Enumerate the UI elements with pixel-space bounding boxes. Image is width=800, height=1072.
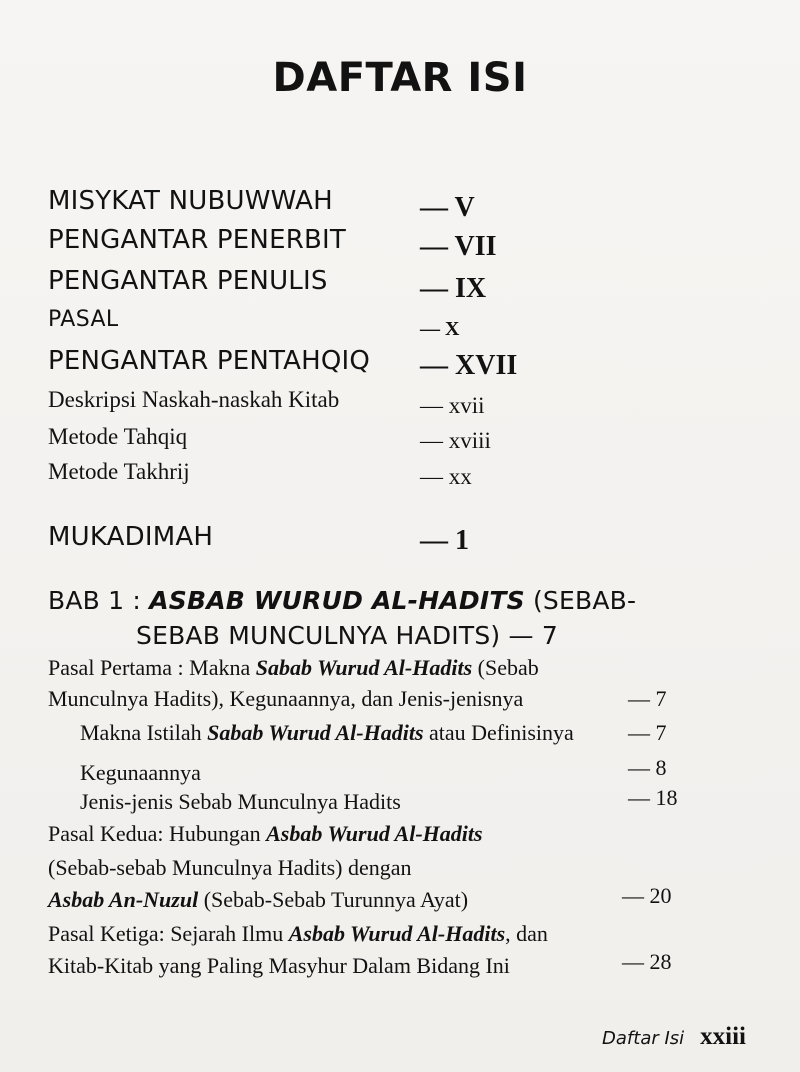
section-pasal-ketiga-italic: Asbab Wurud Al-Hadits bbox=[288, 921, 506, 946]
section-pasal-kedua-line-3-suffix: (Sebab-Sebab Turunnya Ayat) bbox=[198, 887, 469, 912]
section-pasal-kedua-italic: Asbab Wurud Al-Hadits bbox=[266, 821, 483, 846]
toc-entry-metode-takhrij: Metode Takhrij bbox=[48, 459, 190, 484]
page-footer bbox=[602, 1024, 746, 1049]
toc-page-metode-takhrij: — xx bbox=[420, 464, 472, 489]
toc-page-deskripsi-naskah: — xvii bbox=[420, 393, 485, 418]
toc-entry-deskripsi-naskah: Deskripsi Naskah-naskah Kitab bbox=[48, 387, 340, 412]
subsection-makna-istilah-page: — 7 bbox=[628, 720, 667, 745]
chapter-heading-line-2: SEBAB MUNCULNYA HADITS) — 7 bbox=[136, 621, 558, 650]
subsection-makna-istilah bbox=[80, 722, 574, 744]
section-pasal-ketiga-prefix: Pasal Ketiga: Sejarah Ilmu bbox=[48, 921, 289, 946]
bleed-through-text bbox=[520, 176, 525, 199]
toc-entry-pengantar-penerbit: PENGANTAR PENERBIT bbox=[48, 225, 346, 255]
section-pasal-kedua-line-3 bbox=[48, 889, 468, 911]
toc-page-pasal: — X bbox=[420, 318, 460, 340]
toc-page-mukadimah: — 1 bbox=[420, 525, 469, 556]
section-pasal-ketiga-line-1 bbox=[48, 923, 548, 945]
toc-entry-metode-tahqiq: Metode Tahqiq bbox=[48, 424, 188, 449]
toc-entry-pasal: PASAL bbox=[48, 307, 119, 332]
chapter-heading-suffix: (SEBAB- bbox=[524, 586, 637, 615]
chapter-heading-italic: ASBAB WURUD AL-HADITS bbox=[149, 586, 525, 615]
subsection-kegunaannya: Kegunaannya bbox=[80, 760, 201, 785]
toc-page-pengantar-pentahqiq: — XVII bbox=[420, 350, 518, 381]
section-pasal-pertama-italic: Sabab Wurud Al-Hadits bbox=[255, 655, 473, 680]
subsection-jenis-jenis-page: — 18 bbox=[628, 785, 678, 810]
subsection-kegunaannya-page: — 8 bbox=[628, 755, 667, 780]
section-pasal-pertama-prefix: Pasal Pertama : Makna bbox=[48, 655, 256, 680]
footer-page-number: xxiii bbox=[700, 1023, 746, 1050]
section-pasal-ketiga-suffix: , dan bbox=[505, 921, 548, 946]
section-pasal-pertama-line-1 bbox=[48, 657, 539, 679]
toc-entry-mukadimah: MUKADIMAH bbox=[48, 522, 214, 552]
section-pasal-ketiga-page: — 28 bbox=[622, 949, 672, 974]
chapter-heading-prefix: BAB 1 : bbox=[48, 586, 150, 615]
footer-section-label: Daftar Isi bbox=[602, 1028, 685, 1049]
section-pasal-kedua-page: — 20 bbox=[622, 883, 672, 908]
toc-page-misykat-nubuwwah: — V bbox=[420, 192, 475, 223]
section-pasal-ketiga-line-2: Kitab-Kitab yang Paling Masyhur Dalam Bidang Ini bbox=[48, 953, 510, 978]
subsection-makna-istilah-prefix: Makna Istilah bbox=[80, 720, 208, 745]
section-pasal-pertama-page: — 7 bbox=[628, 686, 667, 711]
page-title: DAFTAR ISI bbox=[272, 55, 528, 101]
section-pasal-kedua-line-2: (Sebab-sebab Munculnya Hadits) dengan bbox=[48, 855, 412, 880]
chapter-heading-line-1 bbox=[48, 588, 636, 613]
subsection-makna-istilah-italic: Sabab Wurud Al-Hadits bbox=[207, 720, 424, 745]
toc-page-pengantar-penulis: — IX bbox=[420, 273, 487, 304]
section-pasal-pertama-line-2: Munculnya Hadits), Kegunaannya, dan Jenis-jenisnya bbox=[48, 686, 524, 711]
toc-page-metode-tahqiq: — xviii bbox=[420, 428, 491, 453]
section-pasal-kedua-line-1 bbox=[48, 823, 483, 845]
toc-page-pengantar-penerbit: — VII bbox=[420, 231, 497, 262]
section-pasal-kedua-line-3-italic: Asbab An-Nuzul bbox=[48, 887, 199, 912]
toc-entry-misykat-nubuwwah: MISYKAT NUBUWWAH bbox=[48, 186, 333, 216]
subsection-makna-istilah-suffix: atau Definisinya bbox=[423, 720, 574, 745]
subsection-jenis-jenis: Jenis-jenis Sebab Munculnya Hadits bbox=[80, 789, 401, 814]
toc-entry-pengantar-pentahqiq: PENGANTAR PENTAHQIQ bbox=[48, 346, 371, 376]
section-pasal-pertama-suffix: (Sebab bbox=[472, 655, 539, 680]
toc-entry-pengantar-penulis: PENGANTAR PENULIS bbox=[48, 266, 328, 296]
section-pasal-kedua-prefix: Pasal Kedua: Hubungan bbox=[48, 821, 267, 846]
